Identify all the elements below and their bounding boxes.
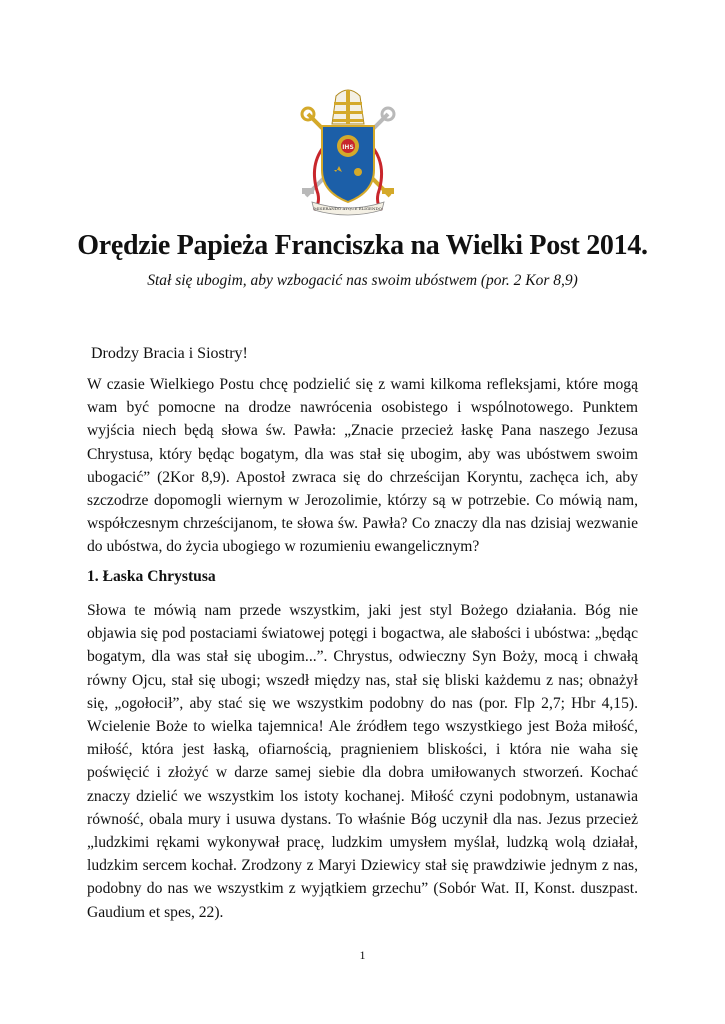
papal-coat-of-arms [278,84,418,218]
paragraph-section-1: Słowa te mówią nam przede wszystkim, jaki jest styl Bożego działania. Bóg nie objawia się pod postaciami światowej potęgi i bogactwa, ale słabości i ubóstwa: „będąc bogatym, dla was stał się ubogim...”. Chrystus, odwieczny Syn Boży, mocą i chwałą równy Ojcu, stał się ubogi; wszedł między nas, stał się bliski każdemu z nas; obnażył się, „ogołocił”, aby stać się we wszystkim podobny do nas (por. Flp 2,7; Hbr 4,15). Wcielenie Boże to wielka tajemnica! Ale źródłem tego wszystkiego jest Boża miłość, miłość, która jest łaską, ofiarnością, pragnieniem bliskości, i która nie waha się poświęcić i złożyć w darze samej siebie dla dobra umiłowanych stworzeń. Kochać znaczy dzielić we wszystkim los istoty kochanej. Miłość czyni podobnym, ustanawia równość, obala mury i usuwa dystans. To właśnie Bóg uczynił dla nas. Jezus przecież „ludzkimi rękami wykonywał pracę, ludzkim umysłem myślał, ludzką wolą działał, ludzkim sercem kochał. Zrodzony z Maryi Dziewicy stał się prawdziwie jednym z nas, podobny do nas we wszystkim z wyjątkiem grzechu” (Sobór Wat. II, Konst. duszpast. Gaudium et spes, 22). [87,602,638,921]
mitre-icon [332,90,364,124]
greeting: Drodzy Bracia i Siostry! [91,345,248,362]
paragraph-intro: W czasie Wielkiego Postu chcę podzielić się z wami kilkoma refleksjami, które mogą wam być pomocne na drodze nawrócenia osobistego i wspólnotowego. Punktem wyjścia niech będą słowa św. Pawła: „Znacie przecież łaskę Pana naszego Jezusa Chrystusa, który będąc bogatym, dla was stał się ubogim, aby was ubóstwem swoim ubogacić” (2Kor 8,9). Apostoł zwraca się do chrześcijan Koryntu, zachęca ich, aby szczodrze dopomogli wiernym w Jerozolimie, którzy są w potrzebie. Co mówią nam, współczesnym chrześcijanom, te słowa św. Pawła? Co znaczy dla nas dzisiaj wezwanie do ubóstwa, do życia ubogiego w rozumieniu ewangelicznym? [87,376,638,556]
motto-text: MISERANDO ATQUE ELIGENDO [314,206,382,211]
page-title: Orędzie Papieża Franciszka na Wielki Post 2014. [77,230,648,261]
page-number: 1 [359,948,366,962]
page-subtitle: Stał się ubogim, aby wzbogacić nas swoim ubóstwem (por. 2 Kor 8,9) [147,272,578,289]
section-heading: 1. Łaska Chrystusa [87,568,216,585]
shield-icon [322,126,374,202]
motto-scroll [312,202,384,215]
monogram-text: IHS [342,144,354,151]
